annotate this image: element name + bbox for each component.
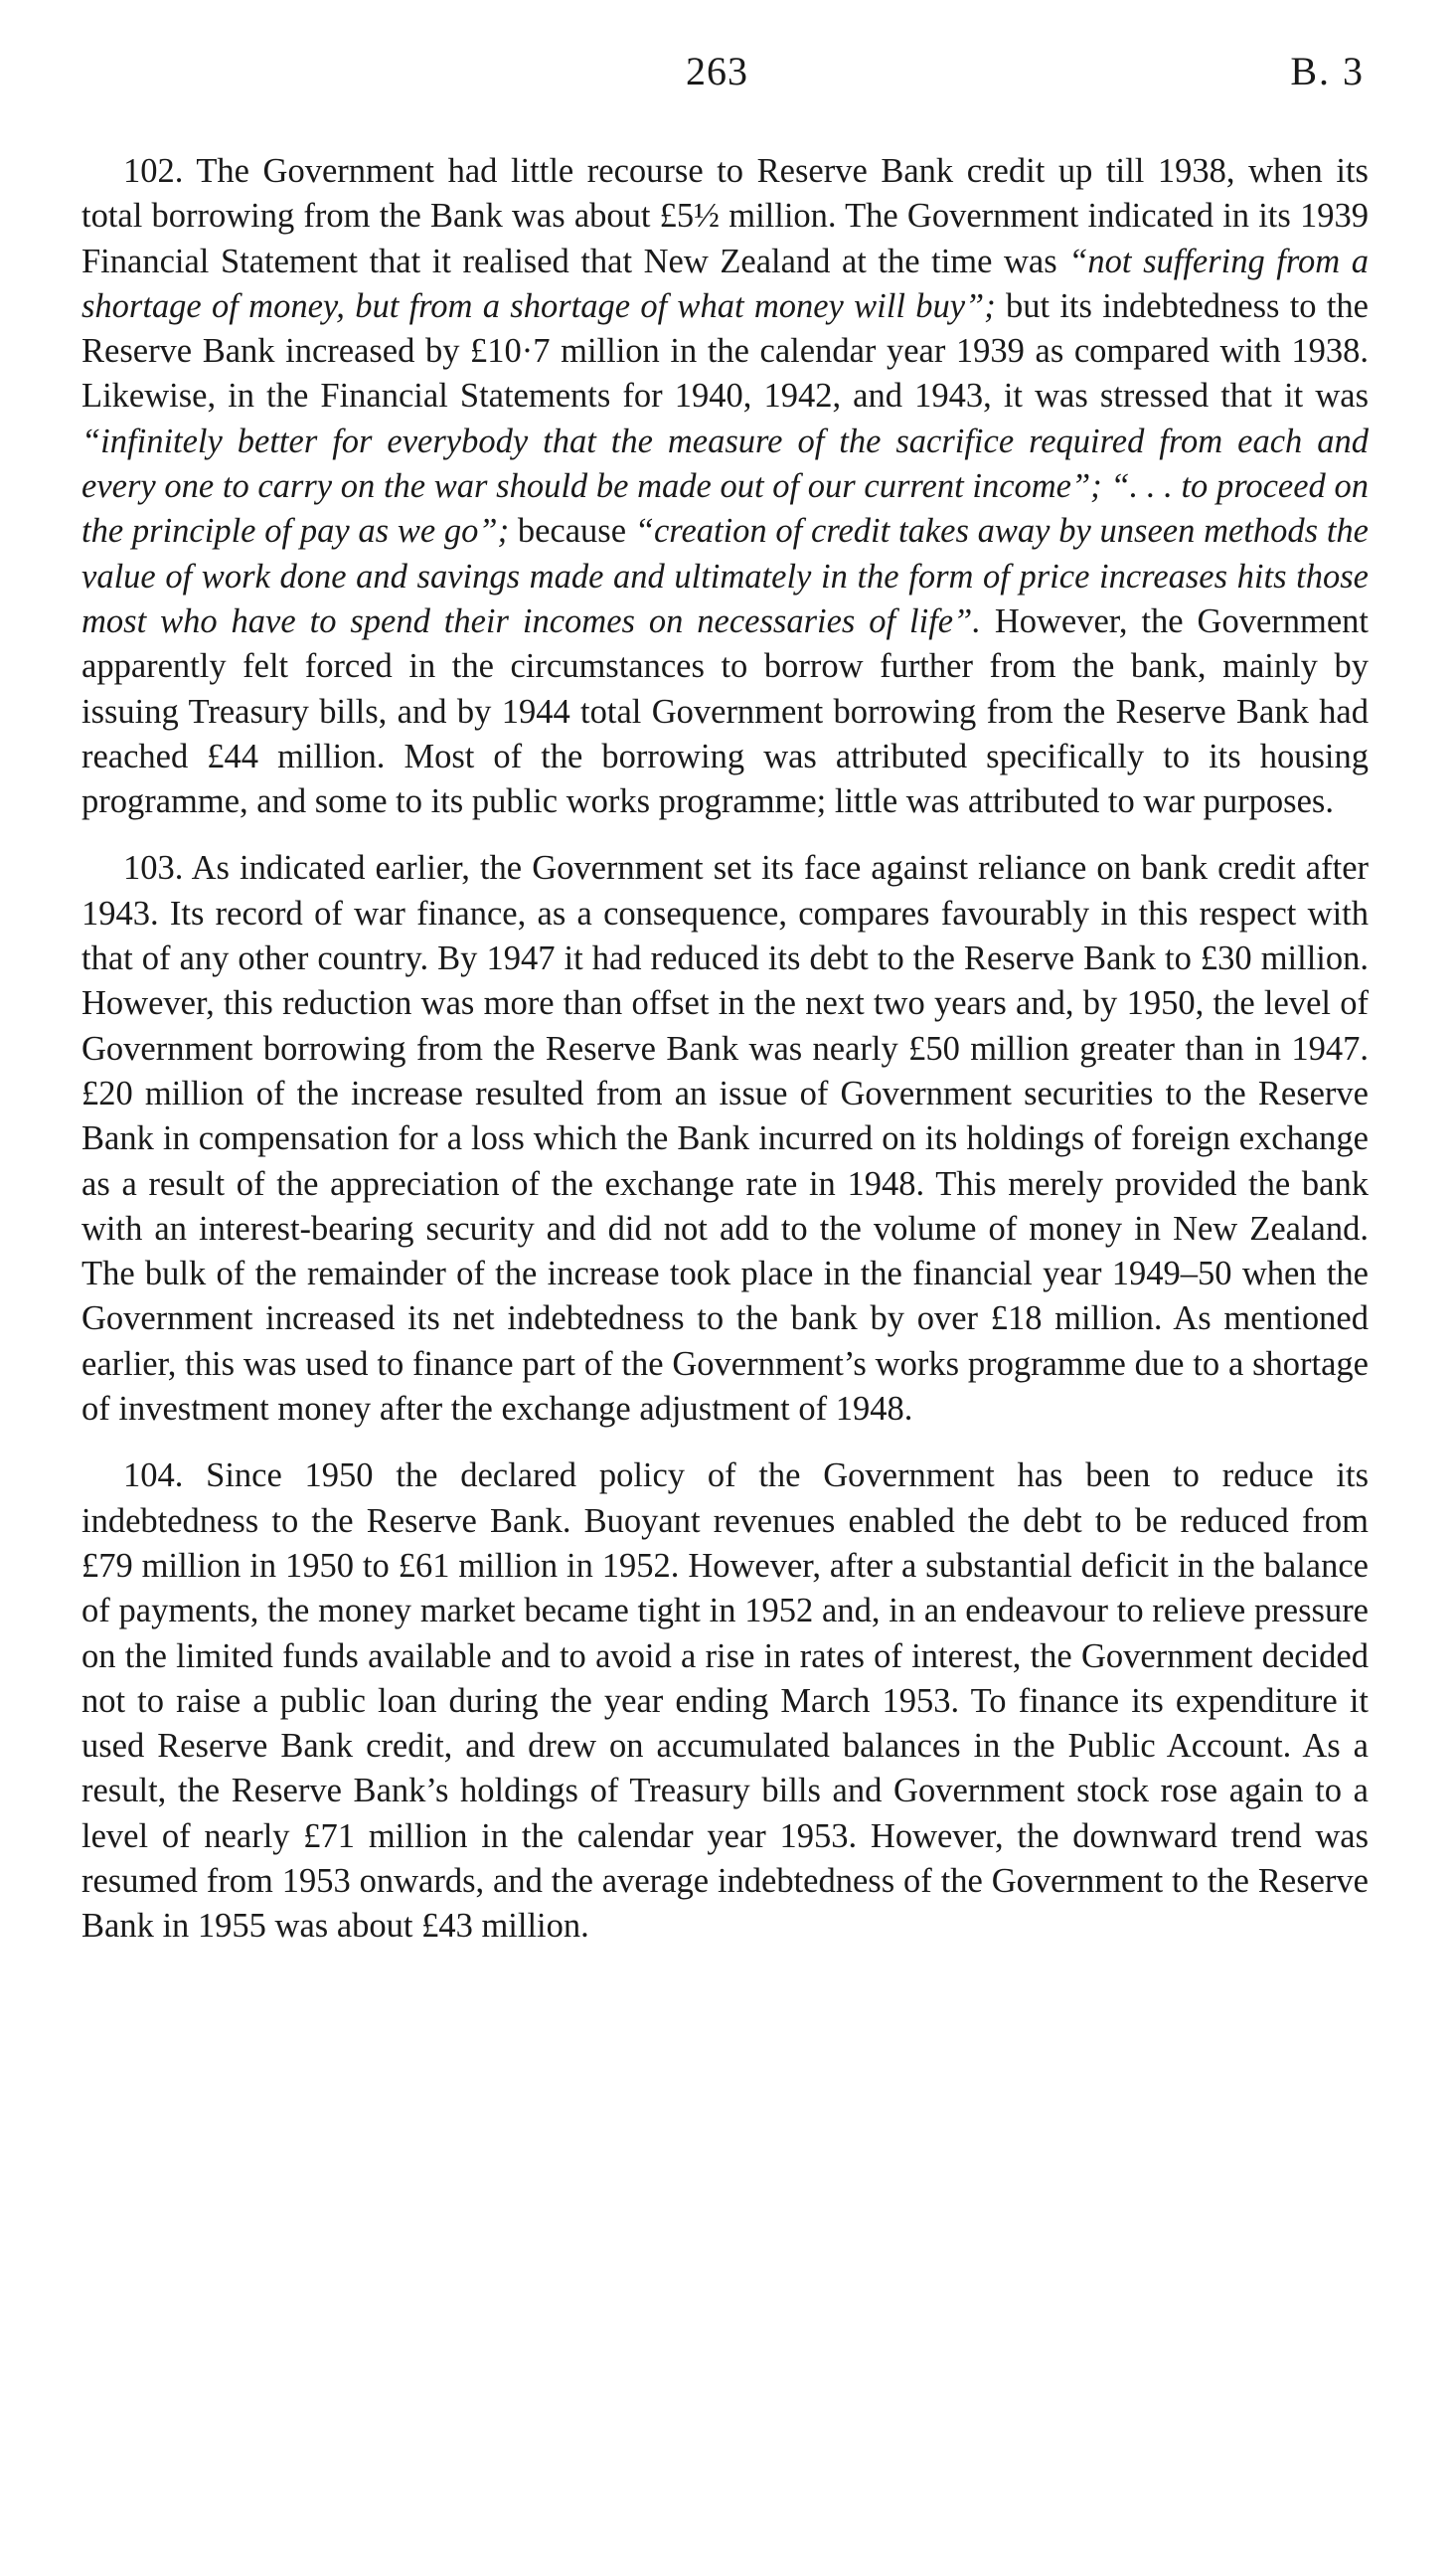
paragraph-text: 102. The Government had little recourse to Reserve Bank credit up till 1938, when its total borrowing from the Bank was about £5½ million. The Government indicated in its 1939 Financial Statement that it realised that New Zealand at the time was [81,152,1369,280]
paragraph-text: but its indebtedness to the Reserve Bank increased by £10·7 million in the calendar year 1939 as compared with 1938. Likewise, in the Financial Statements for 1940, 1942, and 1943, it was stressed that it was [81,286,1369,416]
document-reference: B. 3 [1290,49,1365,93]
paragraph-102 [81,149,1369,824]
paragraph-104 [81,1453,1369,1949]
quotation: “not suffering from a shortage of money, but from a shortage of what money will buy”; [81,242,1370,325]
paragraph-text: 103. As indicated earlier, the Government set its face against reliance on bank credit after 1943. Its record of war finance, as a consequence, compares favourably in this respect with that of any other country. By 1947 it had reduced its debt to the Reserve Bank to £30 million. However, this reduction was more than offset in the next two years and, by 1950, the level of Government borrowing from the Reserve Bank was nearly £50 million greater than in 1947. £20 million of the increase resulted from an issue of Government securities to the Reserve Bank in compensation for a loss which the Bank incurred on its holdings of foreign exchange as a result of the appreciation of the exchange rate in 1948. This merely provided the bank with an interest-bearing security and did not add to the volume of money in New Zealand. The bulk of the remainder of the increase took place in the financial year 1949–50 when the Government increased its net indebtedness to the bank by over £18 million. As mentioned earlier, this was used to finance part of the Government’s works programme due to a shortage of investment money after the exchange adjustment of 1948. [81,849,1369,1429]
paragraph-text: because [509,512,635,551]
paragraph-103 [81,846,1369,1432]
page-number: 263 [686,49,748,93]
paragraph-text: However, the Government apparently felt forced in the circumstances to borrow further from the bank, mainly by issuing Treasury bills, and by 1944 total Government borrowing from the Reserve Bank had reached £44 million. Most of the borrowing was attributed specifically to its housing programme, and some to its public works programme; little was attributed to war purposes. [81,601,1369,821]
quotation: “infinitely better for everybody that the measure of the sacrifice required from each and every one to carry on the war should be made out of our current income”; “. . . to proceed on the principle of pay as we go”; [81,422,1369,551]
quotation: “creation of credit takes away by unseen methods the value of work done and savings made and ultimately in the form of price increases hits those most who have to spend their incomes on necessaries of life”. [81,512,1369,640]
paragraph-text: 104. Since 1950 the declared policy of the Government has been to reduce its indebtedness to the Reserve Bank. Buoyant revenues enabled the debt to be reduced from £79 million in 1950 to £61 million in 1952. However, after a substantial deficit in the balance of payments, the money market became tight in 1952 and, in an endeavour to relieve pressure on the limited funds available and to avoid a rise in rates of interest, the Government decided not to raise a public loan during the year ending March 1953. To finance its expenditure it used Reserve Bank credit, and drew on accumulated balances in the Public Account. As a result, the Reserve Bank’s holdings of Treasury bills and Government stock rose again to a level of nearly £71 million in the calendar year 1953. However, the downward trend was resumed from 1953 onwards, and the average indebtedness of the Government to the Reserve Bank in 1955 was about £43 million. [81,1456,1369,1946]
body-text [81,149,1369,1971]
page-header [0,48,1456,107]
